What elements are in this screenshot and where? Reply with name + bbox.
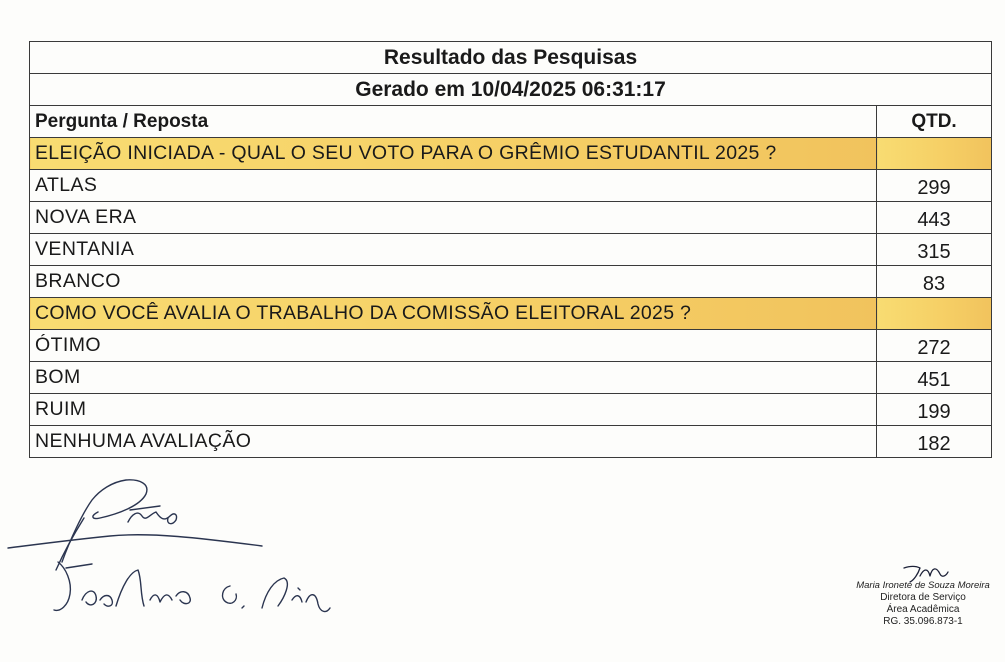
table-row bbox=[30, 234, 992, 266]
answer-qty: 182 bbox=[877, 426, 992, 458]
survey-results-table bbox=[29, 41, 992, 458]
column-header-qty: QTD. bbox=[877, 106, 992, 138]
title-row bbox=[30, 42, 992, 74]
stamp-area: Área Acadêmica bbox=[886, 604, 960, 615]
column-header-question: Pergunta / Reposta bbox=[30, 106, 877, 138]
generated-row bbox=[30, 74, 992, 106]
answer-qty: 443 bbox=[877, 202, 992, 234]
answer-qty: 199 bbox=[877, 394, 992, 426]
stamp-role: Diretora de Serviço bbox=[880, 592, 966, 603]
stamp-rg: RG. 35.096.873-1 bbox=[883, 616, 963, 627]
answer-label: ATLAS bbox=[30, 170, 877, 202]
answer-label: NOVA ERA bbox=[30, 202, 877, 234]
question-qty-empty bbox=[877, 138, 992, 170]
table-row bbox=[30, 330, 992, 362]
question-row bbox=[30, 138, 992, 170]
table-row bbox=[30, 266, 992, 298]
answer-label: BOM bbox=[30, 362, 877, 394]
handwritten-signature bbox=[0, 470, 340, 630]
stamp-name: Maria Ironete de Souza Moreira bbox=[856, 580, 990, 591]
table-row bbox=[30, 362, 992, 394]
answer-label: VENTANIA bbox=[30, 234, 877, 266]
generated-timestamp: Gerado em 10/04/2025 06:31:17 bbox=[30, 74, 992, 106]
answer-label: NENHUMA AVALIAÇÃO bbox=[30, 426, 877, 458]
table-row bbox=[30, 202, 992, 234]
table-row bbox=[30, 170, 992, 202]
table-row bbox=[30, 426, 992, 458]
answer-qty: 272 bbox=[877, 330, 992, 362]
answer-label: BRANCO bbox=[30, 266, 877, 298]
answer-qty: 83 bbox=[877, 266, 992, 298]
question-qty-empty bbox=[877, 298, 992, 330]
answer-label: RUIM bbox=[30, 394, 877, 426]
column-header-row bbox=[30, 106, 992, 138]
official-stamp bbox=[848, 580, 998, 628]
question-row bbox=[30, 298, 992, 330]
table-row bbox=[30, 394, 992, 426]
answer-label: ÓTIMO bbox=[30, 330, 877, 362]
question-text: COMO VOCÊ AVALIA O TRABALHO DA COMISSÃO ELEITORAL 2025 ? bbox=[30, 298, 877, 330]
answer-qty: 451 bbox=[877, 362, 992, 394]
answer-qty: 299 bbox=[877, 170, 992, 202]
question-text: ELEIÇÃO INICIADA - QUAL O SEU VOTO PARA O GRÊMIO ESTUDANTIL 2025 ? bbox=[30, 138, 877, 170]
answer-qty: 315 bbox=[877, 234, 992, 266]
document-title: Resultado das Pesquisas bbox=[30, 42, 992, 74]
